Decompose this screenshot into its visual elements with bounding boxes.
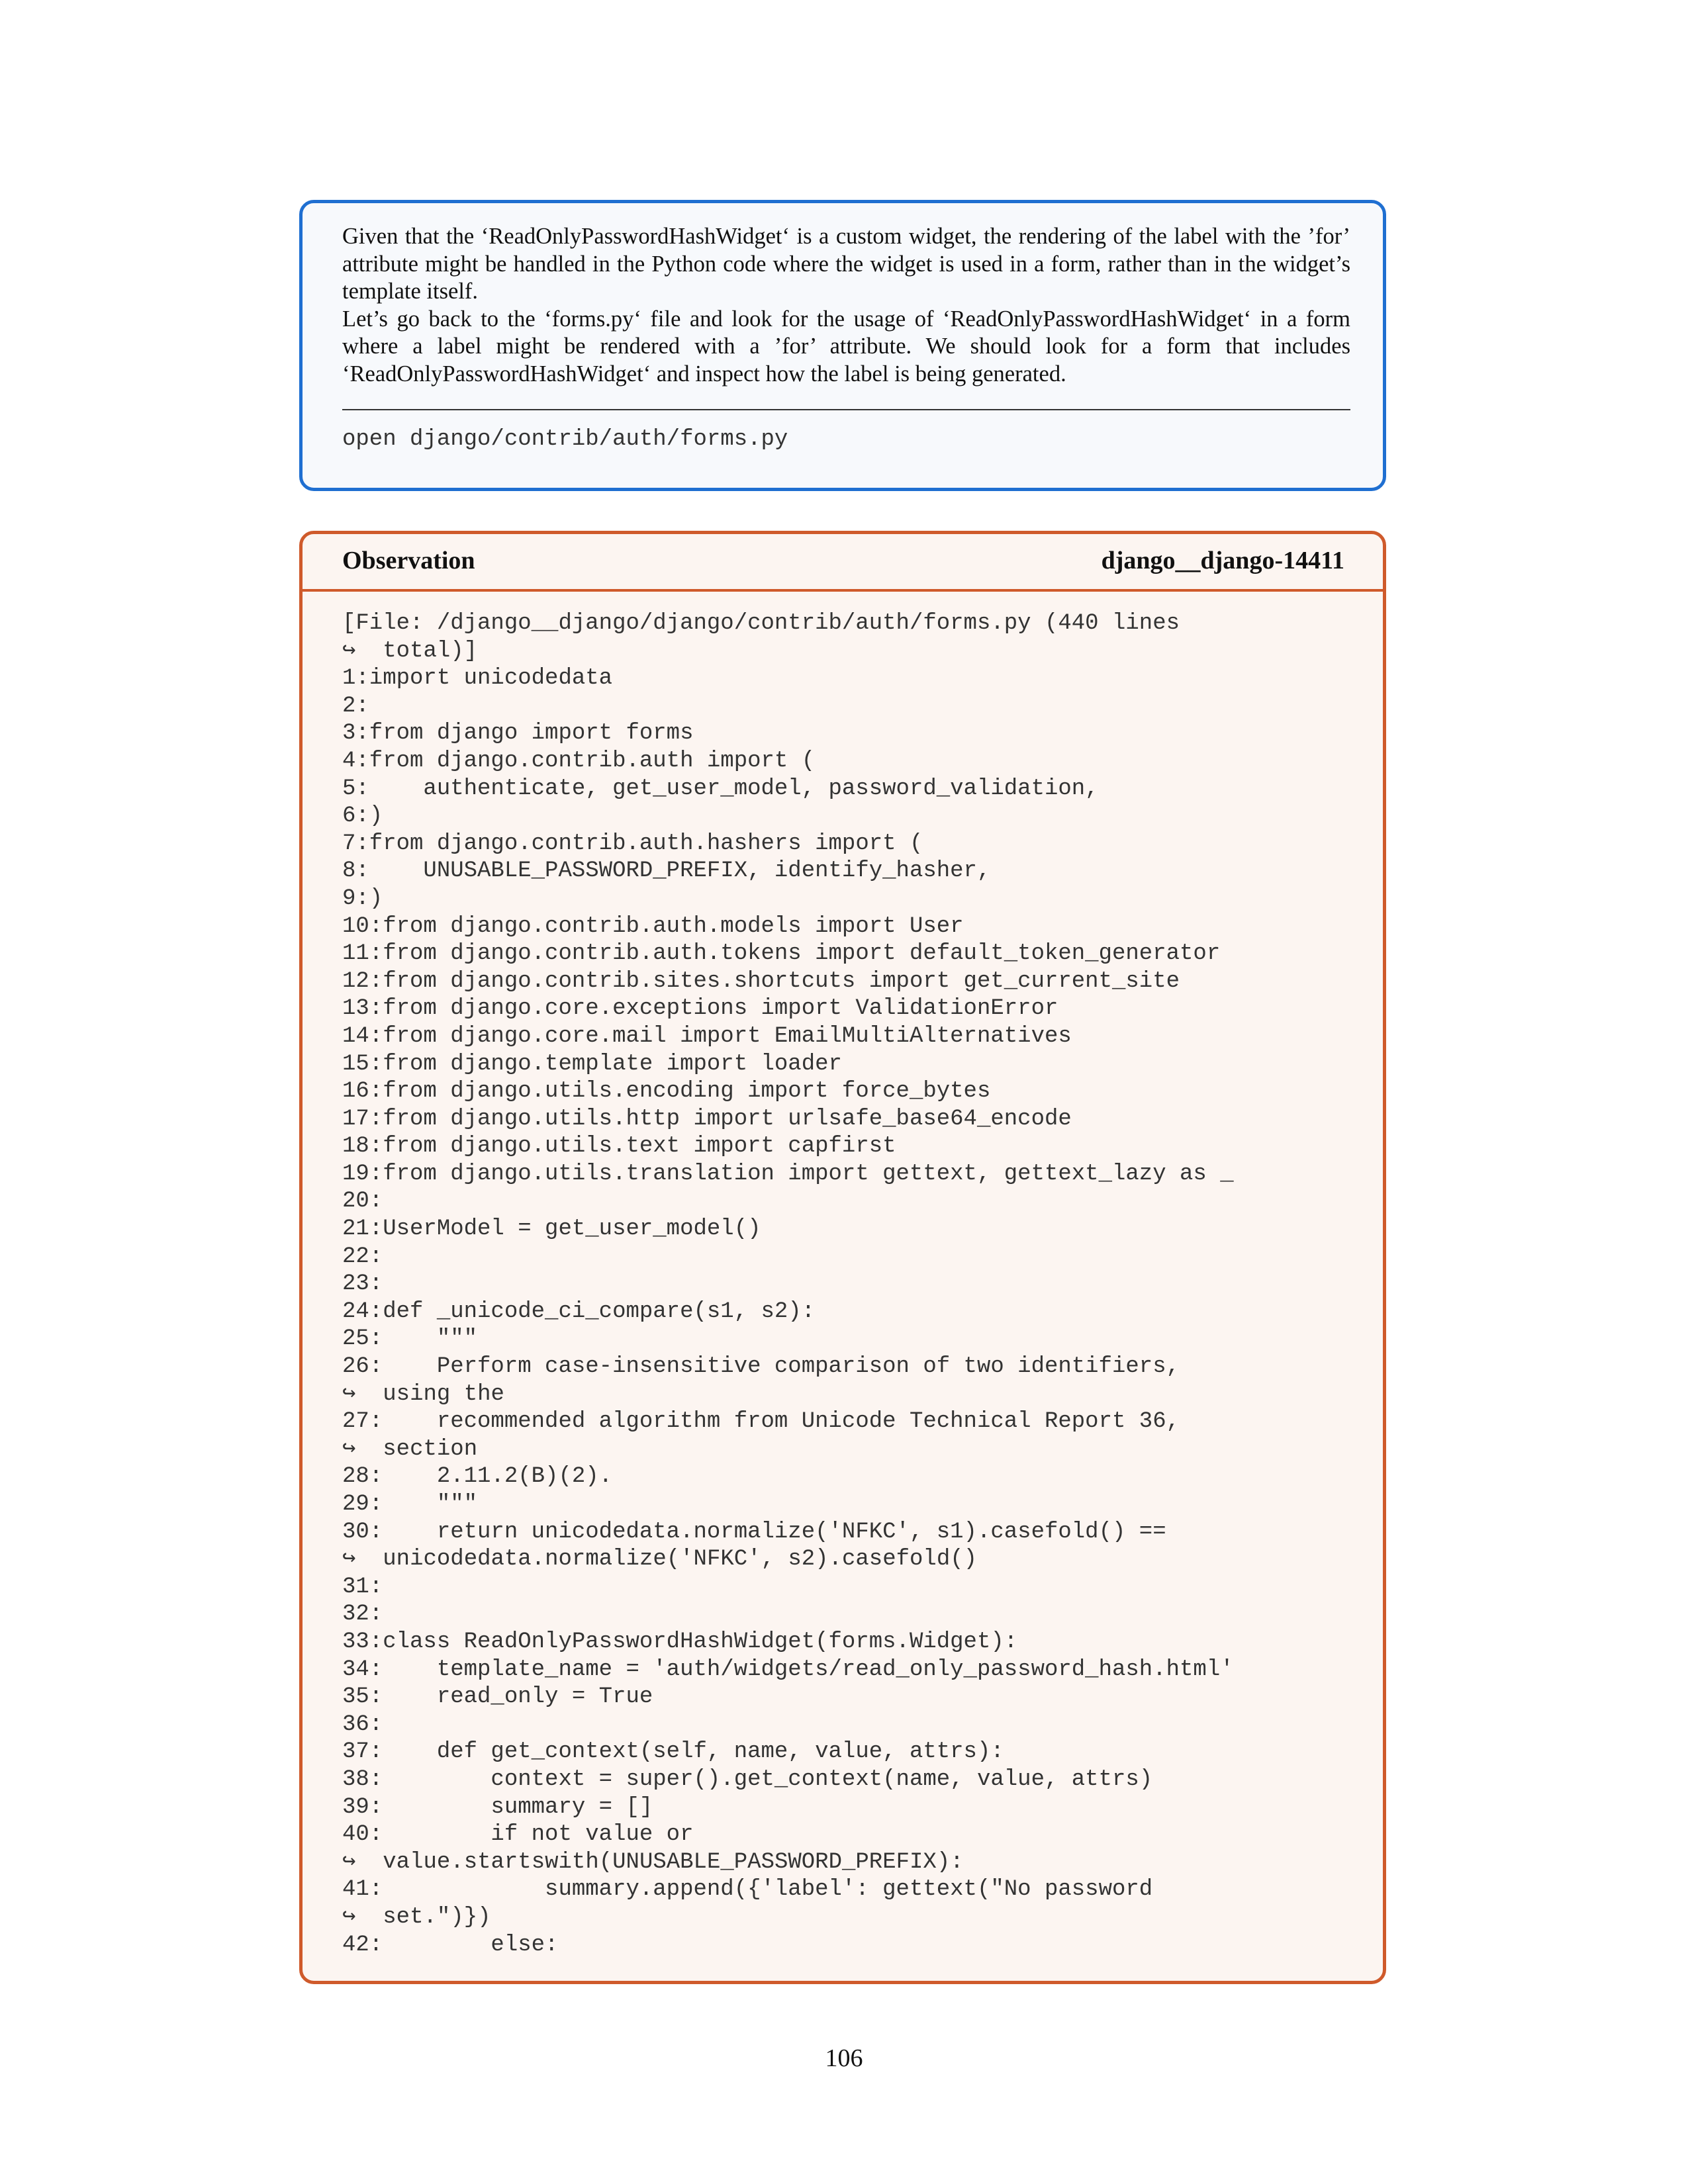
code-line: 29: """ [342, 1492, 478, 1517]
action-command: open django/contrib/auth/forms.py [342, 427, 788, 452]
code-line: 37: def get_context(self, name, value, attrs): [342, 1739, 1004, 1765]
code-line: 1:import unicodedata [342, 666, 613, 692]
code-line: 9:) [342, 886, 383, 911]
divider [342, 409, 1350, 410]
code-line: 33:class ReadOnlyPasswordHashWidget(forms.Widget): [342, 1629, 1018, 1655]
code-line: 42: else: [342, 1932, 559, 1958]
code-line: 20: [342, 1189, 383, 1214]
code-line: 4:from django.contrib.auth import ( [342, 748, 816, 774]
code-line: 2: [342, 693, 369, 719]
code-line: 32: [342, 1602, 383, 1627]
code-line: 3:from django import forms [342, 721, 694, 747]
code-line: 24:def _unicode_ci_compare(s1, s2): [342, 1298, 816, 1324]
code-line: 19:from django.utils.translation import gettext, gettext_lazy as _ [342, 1161, 1234, 1187]
code-line: ↪ set.")}) [342, 1904, 491, 1930]
code-line: ↪ total)] [342, 638, 478, 664]
code-line: 11:from django.contrib.auth.tokens import default_token_generator [342, 941, 1221, 967]
code-line: 41: summary.append({'label': gettext("No password [342, 1877, 1153, 1903]
code-block [342, 610, 1234, 1959]
instance-id: django__django-14411 [1101, 547, 1344, 574]
code-line: 31: [342, 1574, 383, 1600]
code-line: 10:from django.contrib.auth.models import User [342, 913, 964, 939]
code-line: [File: /django__django/django/contrib/auth/forms.py (440 lines [342, 611, 1180, 636]
code-line: 35: read_only = True [342, 1684, 653, 1710]
code-line: 15:from django.template import loader [342, 1051, 842, 1077]
code-line: 18:from django.utils.text import capfirst [342, 1134, 896, 1160]
code-line: 16:from django.utils.encoding import force_bytes [342, 1079, 991, 1105]
code-line: ↪ using the [342, 1381, 504, 1407]
code-line: 26: Perform case-insensitive comparison of two identifiers, [342, 1354, 1180, 1380]
code-line: 25: """ [342, 1326, 478, 1352]
code-line: 39: summary = [] [342, 1794, 653, 1820]
code-line: 6:) [342, 803, 383, 829]
code-line: 30: return unicodedata.normalize('NFKC', s1).casefold() == [342, 1519, 1166, 1545]
code-line: 36: [342, 1711, 383, 1737]
code-line: ↪ value.startswith(UNUSABLE_PASSWORD_PREFIX): [342, 1849, 964, 1875]
code-line: 40: if not value or [342, 1822, 694, 1848]
code-line: 22: [342, 1244, 383, 1269]
observation-header [303, 534, 1383, 592]
code-line: 12:from django.contrib.sites.shortcuts import get_current_site [342, 968, 1180, 994]
code-line: 23: [342, 1271, 383, 1297]
code-line: 17:from django.utils.http import urlsafe_base64_encode [342, 1106, 1072, 1132]
code-line: 14:from django.core.mail import EmailMultiAlternatives [342, 1023, 1072, 1049]
observation-title: Observation [342, 547, 475, 574]
code-line: 28: 2.11.2(B)(2). [342, 1464, 613, 1490]
observation-box [299, 531, 1386, 1984]
code-line: 13:from django.core.exceptions import ValidationError [342, 996, 1058, 1022]
code-line: 7:from django.contrib.auth.hashers import ( [342, 831, 923, 856]
thought-paragraph-2: Let’s go back to the ‘forms.py‘ file and look for the usage of ‘ReadOnlyPasswordHashWidget‘ in a form where a label might be rendered with a ’for’ attribute. We should look for a form that includes ‘ReadOnlyPasswordHashWidget‘ and inspect how the label is being generated. [342, 306, 1350, 387]
thought-box [299, 200, 1386, 491]
code-line: 21:UserModel = get_user_model() [342, 1216, 761, 1242]
page-number: 106 [825, 2044, 863, 2072]
thought-text [342, 223, 1350, 388]
code-line: 27: recommended algorithm from Unicode Technical Report 36, [342, 1409, 1180, 1435]
code-line: 34: template_name = 'auth/widgets/read_only_password_hash.html' [342, 1657, 1234, 1682]
code-line: 5: authenticate, get_user_model, password_validation, [342, 776, 1099, 801]
code-line: 8: UNUSABLE_PASSWORD_PREFIX, identify_hasher, [342, 858, 991, 884]
code-line: 38: context = super().get_context(name, value, attrs) [342, 1766, 1153, 1792]
code-line: ↪ unicodedata.normalize('NFKC', s2).casefold() [342, 1547, 978, 1572]
code-line: ↪ section [342, 1436, 478, 1462]
thought-paragraph-1: Given that the ‘ReadOnlyPasswordHashWidget‘ is a custom widget, the rendering of the label with the ’for’ attribute might be handled in the Python code where the widget is used in a form, rather than in the widget’s template itself. [342, 224, 1350, 304]
